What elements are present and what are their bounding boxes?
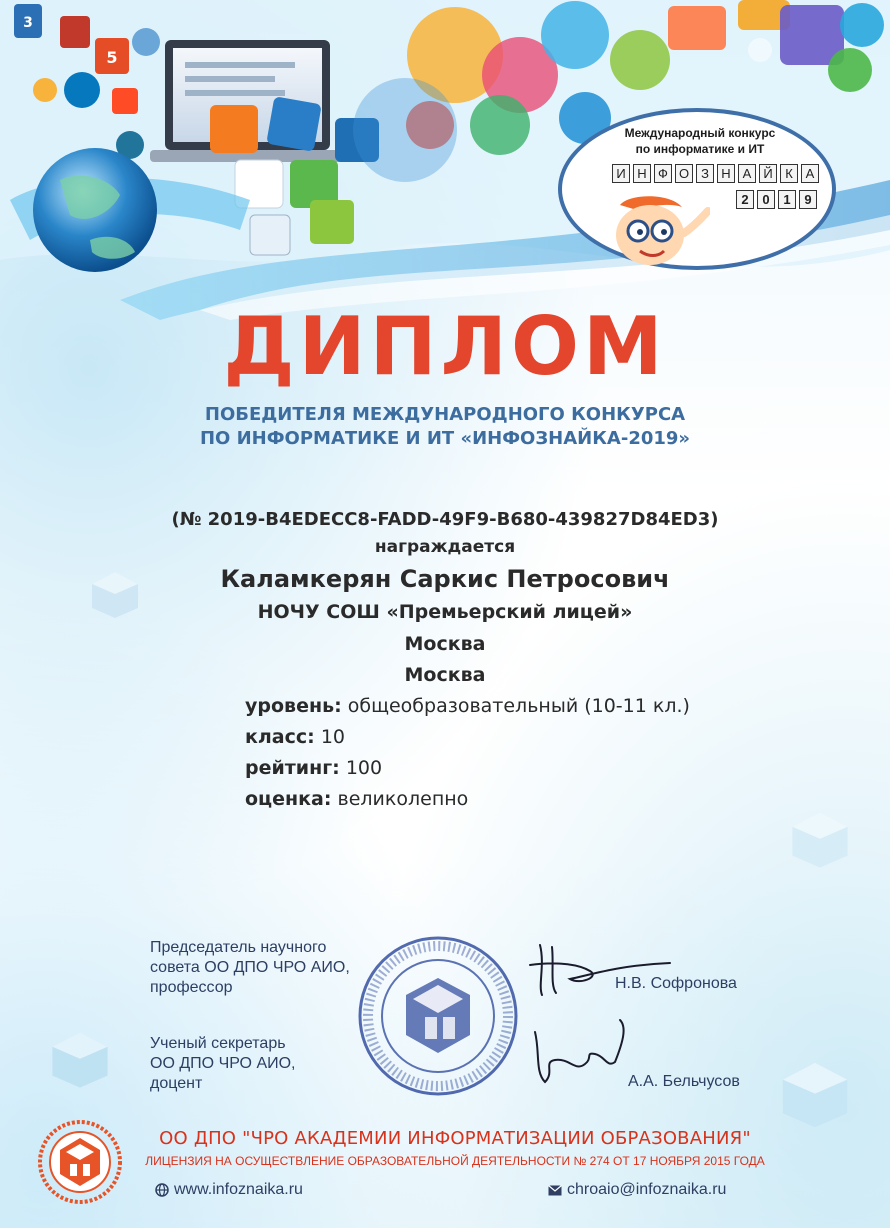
letter-box: Й [759,164,777,183]
email-text: chroaio@infoznaika.ru [567,1181,727,1198]
chair-title-line-3: профессор [150,979,233,996]
organization-name: ОО ДПО "ЧРО АКАДЕМИИ ИНФОРМАТИЗАЦИИ ОБРАЗОВАНИЯ" [159,1128,751,1149]
chair-title-line-2: совета ОО ДПО ЧРО АИО, [150,959,350,976]
academy-logo [38,1120,122,1204]
globe-icon [155,1183,169,1197]
letter-box: А [801,164,819,183]
secretary-title-line-2: ОО ДПО ЧРО АИО, [150,1055,296,1072]
diploma-title: ДИПЛОМ [223,300,667,393]
secretary-title-line-3: доцент [150,1075,203,1092]
license-text: ЛИЦЕНЗИЯ НА ОСУЩЕСТВЛЕНИЕ ОБРАЗОВАТЕЛЬНОЙ ДЕЯТЕЛЬНОСТИ № 274 ОТ 17 НОЯБРЯ 2015 ГОДА [145,1154,765,1168]
rating-value: 100 [345,757,383,779]
chair-title-line-1: Председатель научного [150,939,327,956]
contest-name-line-1: Международный конкурс [624,126,776,140]
secretary-title-line-1: Ученый секретарь [150,1035,286,1052]
website-text: www.infoznaika.ru [174,1181,303,1198]
mark-value: великолепно [337,788,469,810]
secretary-signature [515,1012,645,1092]
grade-field [245,726,345,748]
decorative-cube [90,570,140,620]
mark-label: оценка: [245,788,332,810]
letter-box: З [696,164,714,183]
secretary-name: А.А. Бельчусов [628,1073,740,1090]
year-digit-box: 2 [736,190,754,209]
grade-label: класс: [245,726,315,748]
letter-box: Н [717,164,735,183]
envelope-icon [548,1185,562,1196]
year-digit-box: 0 [757,190,775,209]
letter-box: Ф [654,164,672,183]
grade-value: 10 [320,726,345,748]
recipient-region: Москва [404,664,486,686]
secretary-title [150,1034,296,1094]
year-digit-box: 9 [799,190,817,209]
letter-box: А [738,164,756,183]
contest-name-line-2: по информатике и ИТ [635,142,765,156]
level-label: уровень: [245,695,342,717]
decorative-cube [50,1030,110,1090]
chair-title [150,938,350,998]
svg-text:3: 3 [23,15,33,31]
subtitle-line-2: ПО ИНФОРМАТИКЕ И ИТ «ИНФОЗНАЙКА-2019» [199,428,691,449]
recipient-name: Каламкерян Саркис Петросович [220,565,670,593]
year-digit-box: 1 [778,190,796,209]
awarded-label: награждается [374,537,516,557]
recipient-school: НОЧУ СОШ «Премьерский лицей» [257,601,633,623]
recipient-city: Москва [404,633,486,655]
subtitle-line-1: ПОБЕДИТЕЛЯ МЕЖДУНАРОДНОГО КОНКУРСА [204,404,686,425]
contest-letter-boxes [612,164,819,183]
level-value: общеобразовательный (10-11 кл.) [347,695,690,717]
chair-name: Н.В. Софронова [615,975,737,992]
letter-box: Н [633,164,651,183]
rating-field [245,757,382,779]
email-link[interactable] [548,1181,726,1199]
mark-field [245,788,468,810]
decorative-cube [790,810,850,870]
certificate-number: (№ 2019-B4EDECC8-FADD-49F9-B680-439827D84ED3) [171,509,719,530]
chair-signature [520,935,680,1005]
organization-seal [355,933,521,1099]
level-field [245,695,690,717]
contest-year-boxes [736,190,817,209]
mascot-boy-illustration [600,195,710,275]
letter-box: К [780,164,798,183]
svg-text:5: 5 [106,48,118,67]
website-link[interactable] [155,1181,303,1199]
rating-label: рейтинг: [245,757,340,779]
letter-box: О [675,164,693,183]
decorative-cube [780,1060,850,1130]
letter-box: И [612,164,630,183]
